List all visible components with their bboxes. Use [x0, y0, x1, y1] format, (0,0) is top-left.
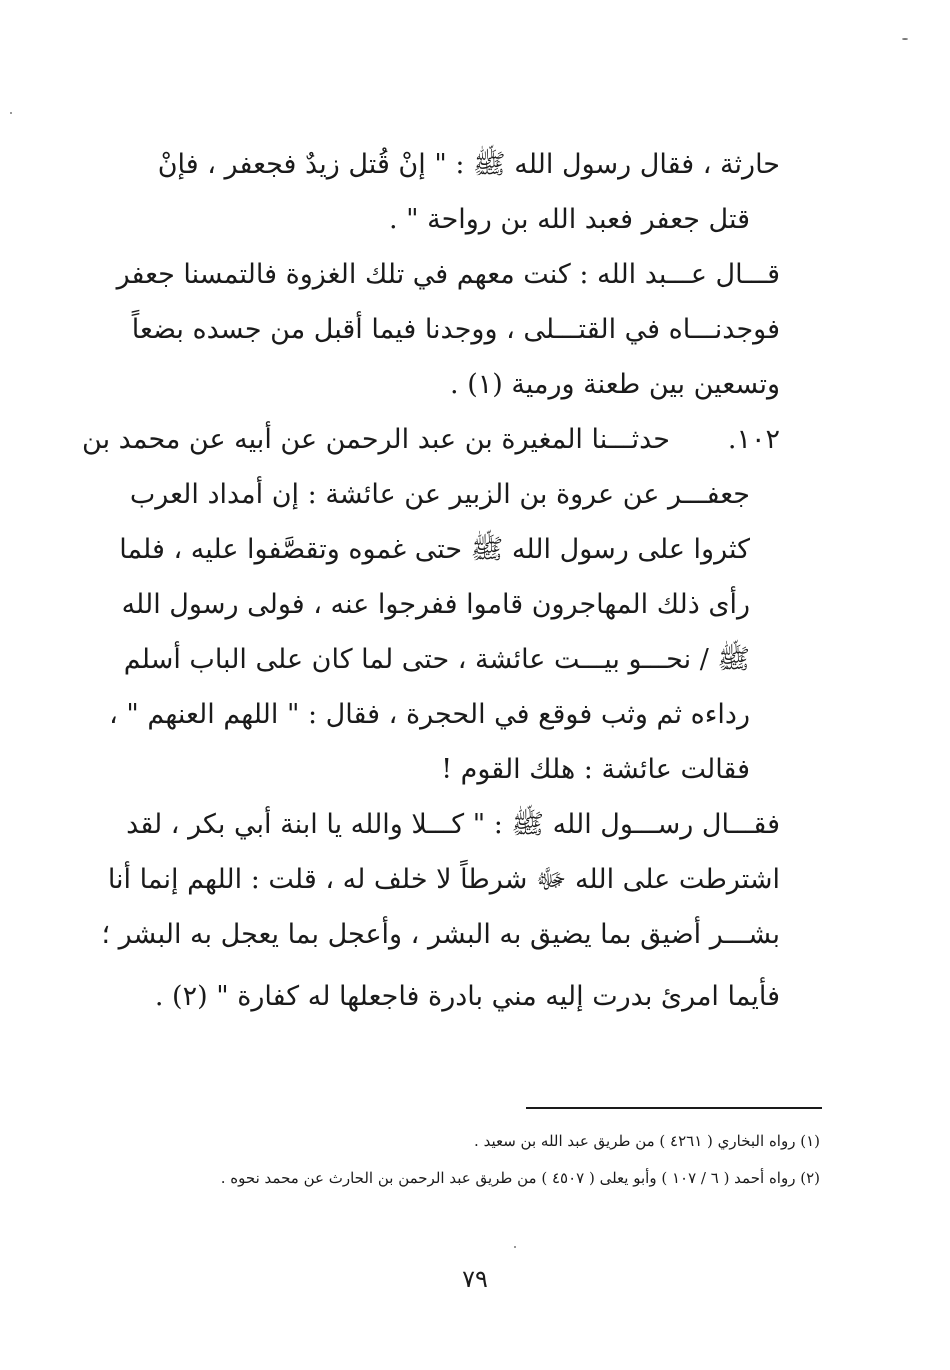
text-line: قتل جعفر فعبد الله بن رواحة " . [388, 204, 750, 235]
text-line: فأيما امرئ بدرت إليه مني بادرة فاجعلها له كفارة " (٢) . [154, 981, 780, 1012]
text-line: بشـــر أضيق بما يضيق به البشر ، وأعجل بما يعجل به البشر ؛ [101, 919, 780, 950]
scan-speck [514, 1246, 516, 1248]
text-line: رداءه ثم وثب فوقع في الحجرة ، فقال : " اللهم العنهم " ، [109, 699, 750, 730]
text-line: فوجدنـــاه في القتـــلى ، ووجدنا فيما أقبل من جسده بضعاً [131, 314, 780, 345]
text-line: وتسعين بين طعنة ورمية (١) . [450, 369, 780, 400]
scan-speck [902, 38, 908, 40]
text-line: جعفـــر عن عروة بن الزبير عن عائشة : إن أمداد العرب [129, 479, 750, 510]
text-line: اشترطت على الله ﷻ شرطاً لا خلف له ، قلت : اللهم إنما أنا [107, 864, 780, 895]
text-line: فقـــال رســـول الله ﷺ : " كـــلا والله يا ابنة أبي بكر ، لقد [126, 809, 780, 840]
footnote: (١) رواه البخاري ( ٤٢٦١ ) من طريق عبد الله بن سعيد . [474, 1132, 820, 1150]
text-line: رأى ذلك المهاجرون قاموا ففرجوا عنه ، فولى رسول الله [121, 589, 750, 620]
text-line: قـــال عـــبد الله : كنت معهم في تلك الغزوة فالتمسنا جعفر [116, 259, 780, 290]
text-line: ﷺ / نحـــو بيـــت عائشة ، حتى لما كان على الباب أسلم [123, 644, 750, 675]
text-line: حارثة ، فقال رسول الله ﷺ : " إنْ قُتل زيدٌ فجعفر ، فإنْ [157, 149, 780, 180]
page-number: ٧٩ [462, 1265, 488, 1293]
footnote-divider [526, 1107, 822, 1109]
footnote: (٢) رواه أحمد ( ٦ / ١٠٧ ) وأبو يعلى ( ٤٥٠٧ ) من طريق عبد الرحمن بن الحارث عن محمد نحوه . [220, 1169, 820, 1187]
scan-speck [10, 112, 12, 114]
text-line: حدثـــنا المغيرة بن عبد الرحمن عن أبيه عن محمد بن [82, 424, 670, 455]
text-line: كثروا على رسول الله ﷺ حتى غموه وتقصَّفوا عليه ، فلما [119, 534, 750, 565]
text-line: فقالت عائشة : هلك القوم ! [441, 754, 750, 785]
hadith-number: ١٠٢. [727, 424, 780, 455]
